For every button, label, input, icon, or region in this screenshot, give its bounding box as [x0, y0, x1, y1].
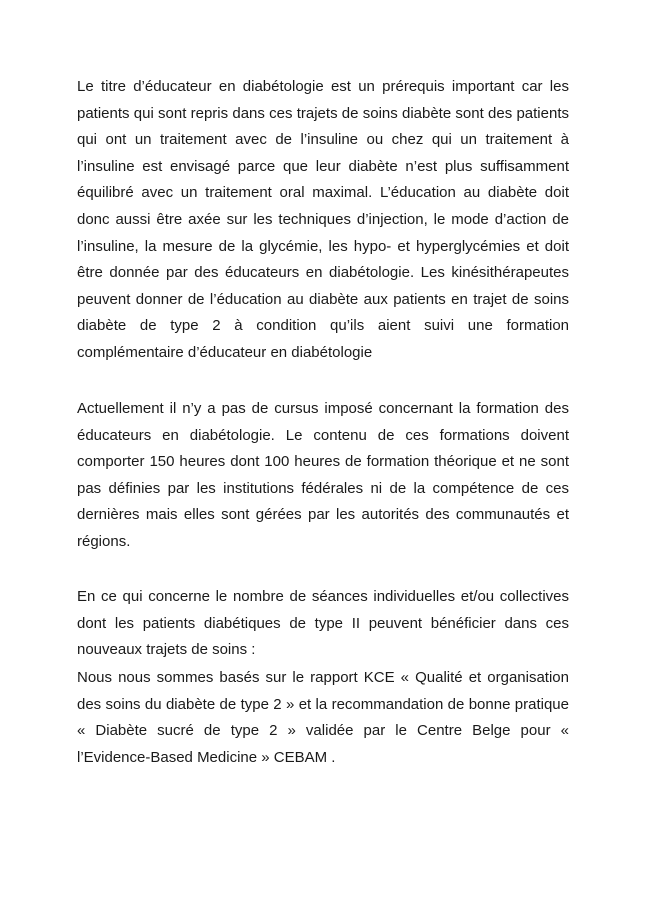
paragraph-session-count: En ce qui concerne le nombre de séances individuelles et/ou collectives dont les patients diabétiques de type II peuvent bénéficier dans ces nouveaux trajets de soins : — [77, 588, 569, 659]
paragraph-training-curriculum: Actuellement il n’y a pas de cursus imposé concernant la formation des éducateurs en diabétologie. Le contenu de ces formations doivent comporter 150 heures dont 100 heures de formation théorique et ne sont pas définies par les institutions fédérales ni de la compétence de ces dernières mais elles sont gérées par les autorités des communautés et régions. — [77, 400, 569, 550]
paragraph-educator-title: Le titre d’éducateur en diabétologie est un prérequis important car les patients qui sont repris dans ces trajets de soins diabète sont des patients qui ont un traitement avec de l’insuline ou chez qui un traitement à l’insuline est envisagé parce que leur diabète n’est plus suffisamment équilibré avec un traitement oral maximal. L’éducation au diabète doit donc aussi être axée sur les techniques d’injection, le mode d’action de l’insuline, la mesure de la glycémie, les hypo- et hyperglycémies et doit être donnée par des éducateurs en diabétologie. Les kinésithérapeutes peuvent donner de l’éducation au diabète aux patients en trajet de soins diabète de type 2 à condition qu’ils aient suivi une formation complémentaire d’éducateur en diabétologie — [77, 78, 569, 361]
paragraph-kce-report: Nous nous sommes basés sur le rapport KCE « Qualité et organisation des soins du diabète de type 2 » et la recommandation de bonne pratique « Diabète sucré de type 2 » validée par le Centre Belge pour « l’Evidence-Based Medicine » CEBAM . — [77, 669, 569, 766]
